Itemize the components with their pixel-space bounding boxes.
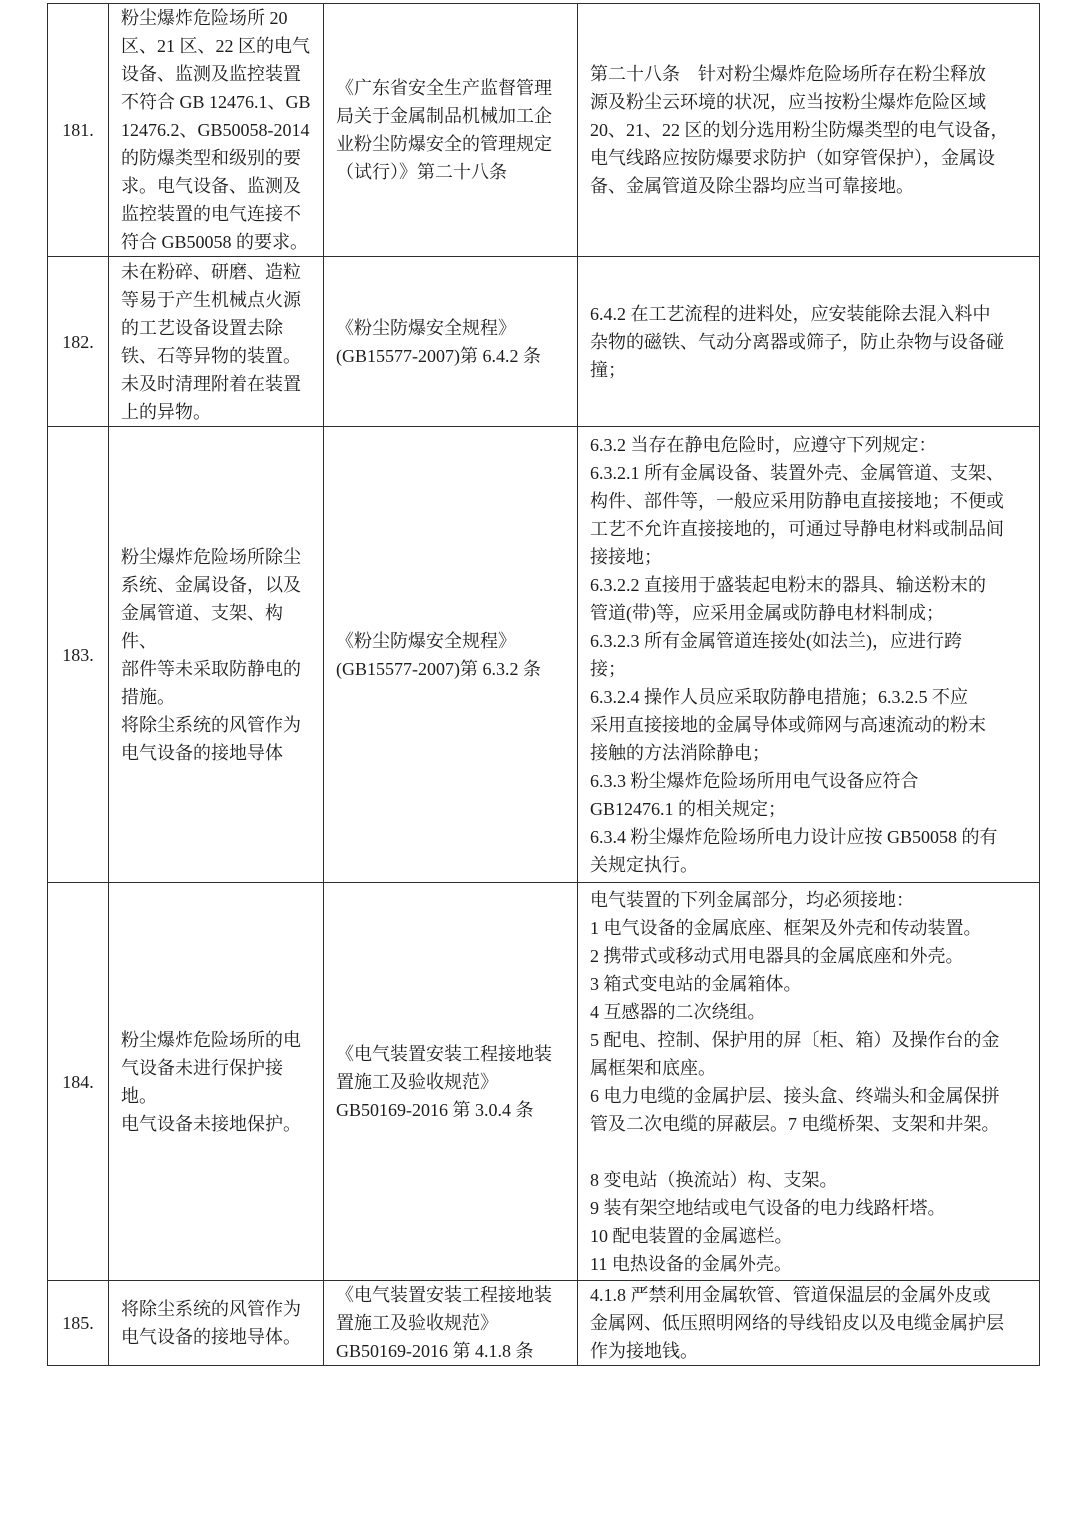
regulation-basis-cell: 《粉尘防爆安全规程》 (GB15577-2007)第 6.4.2 条 (324, 257, 578, 427)
serial-number-cell: 185. (48, 1281, 109, 1366)
serial-number-cell: 184. (48, 883, 109, 1281)
problem-description-cell: 将除尘系统的风管作为 电气设备的接地导体。 (109, 1281, 324, 1366)
table-row-185 (48, 1281, 1040, 1366)
regulation-provision-cell: 6.4.2 在工艺流程的进料处，应安装能除去混入料中 杂物的磁铁、气动分离器或筛子，防止杂物与设备碰 撞； (578, 257, 1040, 427)
serial-number-cell: 181. (48, 4, 109, 257)
regulations-table (47, 3, 1040, 1366)
problem-description-cell: 粉尘爆炸危险场所除尘 系统、金属设备，以及 金属管道、支架、构件、 部件等未采取防静电的 措施。 将除尘系统的风管作为 电气设备的接地导体 (109, 427, 324, 883)
regulation-provision-cell: 6.3.2 当存在静电危险时，应遵守下列规定： 6.3.2.1 所有金属设备、装置外壳、金属管道、支架、 构件、部件等，一般应采用防静电直接接地；不便或 工艺不允许直接接地的，可通过导静电材料或制品间 接接地； 6.3.2.2 直接用于盛装起电粉末的器具、输送粉末的 管道(带)等，应采用金属或防静电材料制成； 6.3.2.3 所有金属管道连接处(如法兰)，应进行跨 接； 6.3.2.4 操作人员应采取防静电措施；6.3.2.5 不应 采用直接接地的金属导体或筛网与高速流动的粉末 接触的方法消除静电； 6.3.3 粉尘爆炸危险场所用电气设备应符合 GB12476.1 的相关规定； 6.3.4 粉尘爆炸危险场所电力设计应按 GB50058 的有 关规定执行。 (578, 427, 1040, 883)
regulation-provision-cell: 电气装置的下列金属部分，均必须接地： 1 电气设备的金属底座、框架及外壳和传动装置。 2 携带式或移动式用电器具的金属底座和外壳。 3 箱式变电站的金属箱体。 4 互感器的二次绕组。 5 配电、控制、保护用的屏〔柜、箱）及操作台的金 属框架和底座。 6 电力电缆的金属护层、接头盒、终端头和金属保拼 管及二次电缆的屏蔽层。7 电缆桥架、支架和井架。 8 变电站（换流站）构、支架。 9 装有架空地结或电气设备的电力线路杆塔。 10 配电装置的金属遮栏。 11 电热设备的金属外壳。 (578, 883, 1040, 1281)
problem-description-cell: 粉尘爆炸危险场所的电 气设备未进行保护接 地。 电气设备未接地保护。 (109, 883, 324, 1281)
problem-description-cell: 未在粉碎、研磨、造粒 等易于产生机械点火源 的工艺设备设置去除 铁、石等异物的装置。 未及时清理附着在装置 上的异物。 (109, 257, 324, 427)
problem-description-cell: 粉尘爆炸危险场所 20 区、21 区、22 区的电气 设备、监测及监控装置 不符合 GB 12476.1、GB 12476.2、GB50058-2014 的防爆类型和级别的要 求。电气设备、监测及 监控装置的电气连接不 符合 GB50058 的要求。 (109, 4, 324, 257)
regulation-basis-cell: 《电气装置安装工程接地装 置施工及验收规范》 GB50169-2016 第 3.0.4 条 (324, 883, 578, 1281)
regulation-provision-cell: 第二十八条 针对粉尘爆炸危险场所存在粉尘释放 源及粉尘云环境的状况，应当按粉尘爆炸危险区域 20、21、22 区的划分选用粉尘防爆类型的电气设备， 电气线路应按防爆要求防护（如穿管保护），金属设 备、金属管道及除尘器均应当可靠接地。 (578, 4, 1040, 257)
table-row-183 (48, 427, 1040, 883)
regulation-provision-cell: 4.1.8 严禁利用金属软管、管道保温层的金属外皮或 金属网、低压照明网络的导线铅皮以及电缆金属护层 作为接地钱。 (578, 1281, 1040, 1366)
serial-number-cell: 182. (48, 257, 109, 427)
regulation-basis-cell: 《粉尘防爆安全规程》 (GB15577-2007)第 6.3.2 条 (324, 427, 578, 883)
table-row-182 (48, 257, 1040, 427)
regulation-basis-cell: 《广东省安全生产监督管理 局关于金属制品机械加工企 业粉尘防爆安全的管理规定 （试行）》第二十八条 (324, 4, 578, 257)
table-row-181 (48, 4, 1040, 257)
serial-number-cell: 183. (48, 427, 109, 883)
table-row-184 (48, 883, 1040, 1281)
regulation-basis-cell: 《电气装置安装工程接地装 置施工及验收规范》 GB50169-2016 第 4.1.8 条 (324, 1281, 578, 1366)
